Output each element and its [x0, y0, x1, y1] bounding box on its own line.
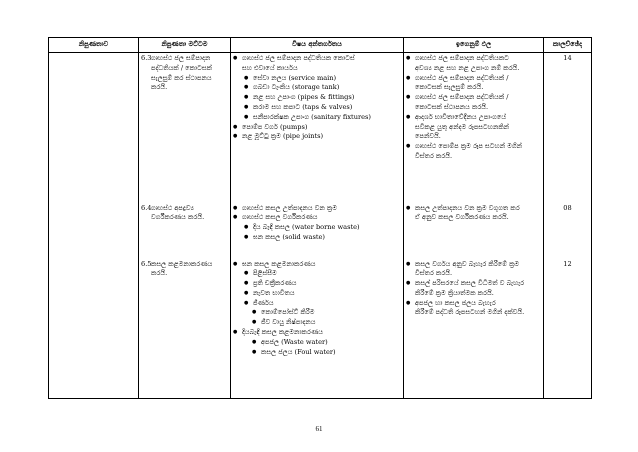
outcome-list-item: ● ගෘහස්ථ පොම්ප ක්‍රම රූප සටහන් මගින්: [406, 142, 541, 152]
outcome-list-item: අවශ්‍ය නළ සහ නළ උපාංග නම් කරයි.: [415, 63, 520, 72]
outcome-list-item: කොටසක් සැලසුම් කරයි.: [415, 83, 484, 92]
competency-level-cell: [139, 203, 231, 259]
competency-level-text: කසල කළමනාකරණය: [151, 259, 213, 268]
content-cell: [231, 203, 404, 259]
header-competency-level: නිපුණතා මට්ටම: [139, 38, 231, 53]
content-cell: [231, 53, 404, 203]
outcome-list-item: ● කසල උත්පාදනය වන ක්‍රම වගුගත කර: [406, 204, 541, 214]
outcome-list-item: විස්තර කරයි.: [415, 269, 453, 278]
learning-outcomes-cell: [404, 203, 544, 259]
competency-level-cell: [139, 259, 231, 399]
periods-cell: 12: [544, 259, 592, 399]
content-list-item: ● ගෘහස්ථ කසල වර්ගීකරණය: [233, 213, 401, 223]
competency-level-text: ගෘහස්ථ ජල සම්පාදන: [151, 54, 211, 62]
competency-cell: [49, 53, 139, 203]
content-list-item: ● කසල ජලය (Foul water): [233, 348, 401, 358]
content-list-item: ● සනීපාරක්ෂක උපාංග (sanitary fixtures): [233, 113, 401, 123]
syllabus-table: [48, 37, 592, 399]
competency-level-cell: [139, 53, 231, 203]
page-number: 61: [315, 425, 323, 433]
header-learning-outcomes: ඉගෙනුම් ඵල: [404, 38, 544, 53]
learning-outcomes-cell: [404, 53, 544, 203]
competency-level-text: පද්ධතියක් / කොටසක්: [151, 63, 212, 72]
content-list-item: ● නළ මූට්ටු ක්‍රම (pipe joints): [233, 132, 401, 142]
competency-level-number: 6.5: [141, 259, 152, 268]
outcome-list-item: ● ගෘහස්ථ ජල සම්පාදන පද්ධතියක් /: [406, 74, 541, 84]
outcome-list-item: කිරීමේ පද්ධති රූපසටහන් මගින් දක්වයි.: [415, 308, 525, 317]
outcome-list-item: ● ගෘහස්ථ ජල සම්පාදන පද්ධතියක් /: [406, 93, 541, 103]
outcome-list-item: සවිකළ යුතු අන්දම රූපසටහනකින්: [415, 122, 510, 131]
periods-cell: 14: [544, 53, 592, 203]
outcome-list-item: ඒ අනුව කසල වර්ගීකරණය කරයි.: [415, 213, 509, 222]
content-list-item: ● සේවා නලය (service main): [233, 74, 401, 84]
outcome-list-item: කිරීමේ ක්‍රම ක්‍රියාත්මක කරයි.: [415, 288, 494, 297]
content-list-item: ● ඝන කසල කළමනාකරණය: [233, 260, 401, 270]
content-cell: [231, 259, 404, 399]
header-content: විෂය අන්තර්ගතය: [231, 38, 404, 53]
competency-cell: [49, 259, 139, 399]
table-row: [49, 259, 592, 399]
content-list-item: ● පොම්ප වර්ග (pumps): [233, 123, 401, 133]
outcome-list-item: ● ආදර්ශ භාවිතාවේදීනය උපාංගයේ: [406, 113, 541, 123]
outcome-list-item: ● කසල වර්ගය අනුව බැහැර කිරීමේ ක්‍රම: [406, 260, 541, 270]
content-list-item: ● දියබැඳි කසල කළමනාකරණය: [233, 328, 401, 338]
competency-level-text: සැලසුම් කර ස්ථාපනය: [151, 73, 212, 82]
content-list-item: ● නළ සහ උපාංග (pipes & fittings): [233, 93, 401, 103]
content-list-item: ● පිළිස්සීම: [233, 269, 401, 279]
competency-cell: [49, 203, 139, 259]
content-list-item: ● නැවත භාවිතය: [233, 289, 401, 299]
table-row: [49, 53, 592, 203]
competency-level-number: 6.3: [141, 54, 152, 62]
content-list-item: ● අපජල (Waste water): [233, 338, 401, 348]
header-periods: කාලච්ඡේද: [544, 38, 592, 53]
table-row: [49, 203, 592, 259]
learning-outcomes-cell: [404, 259, 544, 399]
content-list-item: ● ගබඩා ටැංකිය (storage tank): [233, 83, 401, 93]
content-list-item: ● ජීර්ණය: [233, 299, 401, 309]
content-list-item: ● කරාම සහ කපාට (taps & valves): [233, 103, 401, 113]
header-competency: නිපුණතාව: [49, 38, 139, 53]
content-list-item: ● ප්‍රති චක්‍රීකරණය: [233, 279, 401, 289]
content-list-item: ● කොම්පෝස්ට් කිරීම: [233, 308, 401, 318]
outcome-list-item: ● ගෘහස්ථ ජල සම්පාදන පද්ධතියකට: [406, 54, 541, 64]
competency-level-text: වර්ගීකරණය කරයි.: [151, 213, 205, 222]
outcome-list-item: ● කසල් පරිසරයේ කසල විධිමත් ව බැහැර: [406, 279, 541, 289]
content-list-item: ● ගෘහස්ථ කසල උත්පාදනය වන ක්‍රම: [233, 204, 401, 214]
outcome-list-item: කොටසක් ස්ථාපනය කරයි.: [415, 102, 489, 111]
competency-level-text: කරයි.: [151, 83, 168, 92]
outcome-list-item: ● අපජල හා කසල ජලය බැහැර: [406, 299, 541, 309]
table-header-row: [49, 38, 592, 53]
outcome-list-item: විස්තර කරයි.: [415, 151, 453, 160]
outcome-list-item: පෙන්වයි.: [415, 132, 441, 141]
content-list-item: ● දිය බැඳි කසල (water borne waste): [233, 223, 401, 233]
periods-cell: 08: [544, 203, 592, 259]
content-list-item: ● ඝන කසල (solid waste): [233, 233, 401, 243]
content-list-item: සහ එවායේ කාර්යය: [242, 63, 298, 72]
competency-level-text: ගෘහස්ථ අපද්‍රව්‍ය: [151, 203, 194, 212]
content-list-item: ● ගෘහස්ථ ජල සම්පාදන පද්ධතියක කොටස්: [233, 54, 401, 64]
content-list-item: ● ජීව වායු නිෂ්පාදනය: [233, 318, 401, 328]
competency-level-number: 6.4: [141, 203, 152, 212]
competency-level-text: කරයි.: [151, 269, 168, 278]
